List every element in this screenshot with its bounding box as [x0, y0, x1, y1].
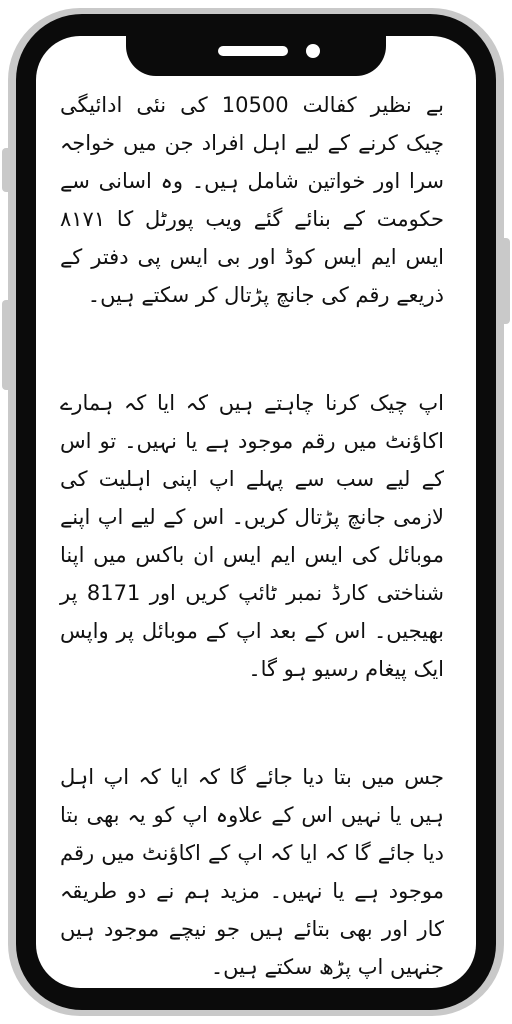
phone-notch	[126, 14, 386, 76]
phone-side-button	[2, 148, 12, 192]
article-body	[60, 86, 444, 986]
phone-side-button	[2, 300, 12, 390]
article-paragraph: جس میں بتا دیا جائے گا کہ ایا کہ اپ اہل ہیں یا نہیں اس کے علاوہ اپ کو یہ بھی بتا دیا جائے گا کہ ایا کہ اپ کے اکاؤنٹ میں رقم موجود ہے یا نہیں۔ مزید ہم نے دو طریقہ کار اور بھی بتائے ہیں جو نیچے موجود ہیں جنہیں اپ پڑھ سکتے ہیں۔	[60, 765, 444, 979]
camera-icon	[306, 44, 320, 58]
speaker-grille	[218, 46, 288, 56]
article-paragraph: اپ چیک کرنا چاہتے ہیں کہ ایا کہ ہمارے اکاؤنٹ میں رقم موجود ہے یا نہیں۔ تو اس کے لیے سب سے پہلے اپ اپنی اہلیت کی لازمی جانچ پڑتال کریں۔ اس کے لیے اپ اپنے موبائل کی ایس ایم ایس ان باکس میں اپنا شناختی کارڈ نمبر ٹائپ کریں اور 8171 پر بھیجیں۔ اس کے بعد اپ کے موبائل پر واپس ایک پیغام رسیو ہو گا۔	[60, 391, 445, 681]
phone-side-button	[500, 238, 510, 324]
article-paragraph: بے نظیر کفالت 10500 کی نئی ادائیگی چیک کرنے کے لیے اہل افراد جن میں خواجہ سرا اور خواتین شامل ہیں۔ وہ اسانی سے حکومت کے بنائے گئے ویب پورٹل کا ۸۱۷۱ ایس ایم ایس کوڈ اور بی ایس پی دفتر کے ذریعے رقم کی جانچ پڑتال کر سکتے ہیں۔	[60, 93, 444, 307]
